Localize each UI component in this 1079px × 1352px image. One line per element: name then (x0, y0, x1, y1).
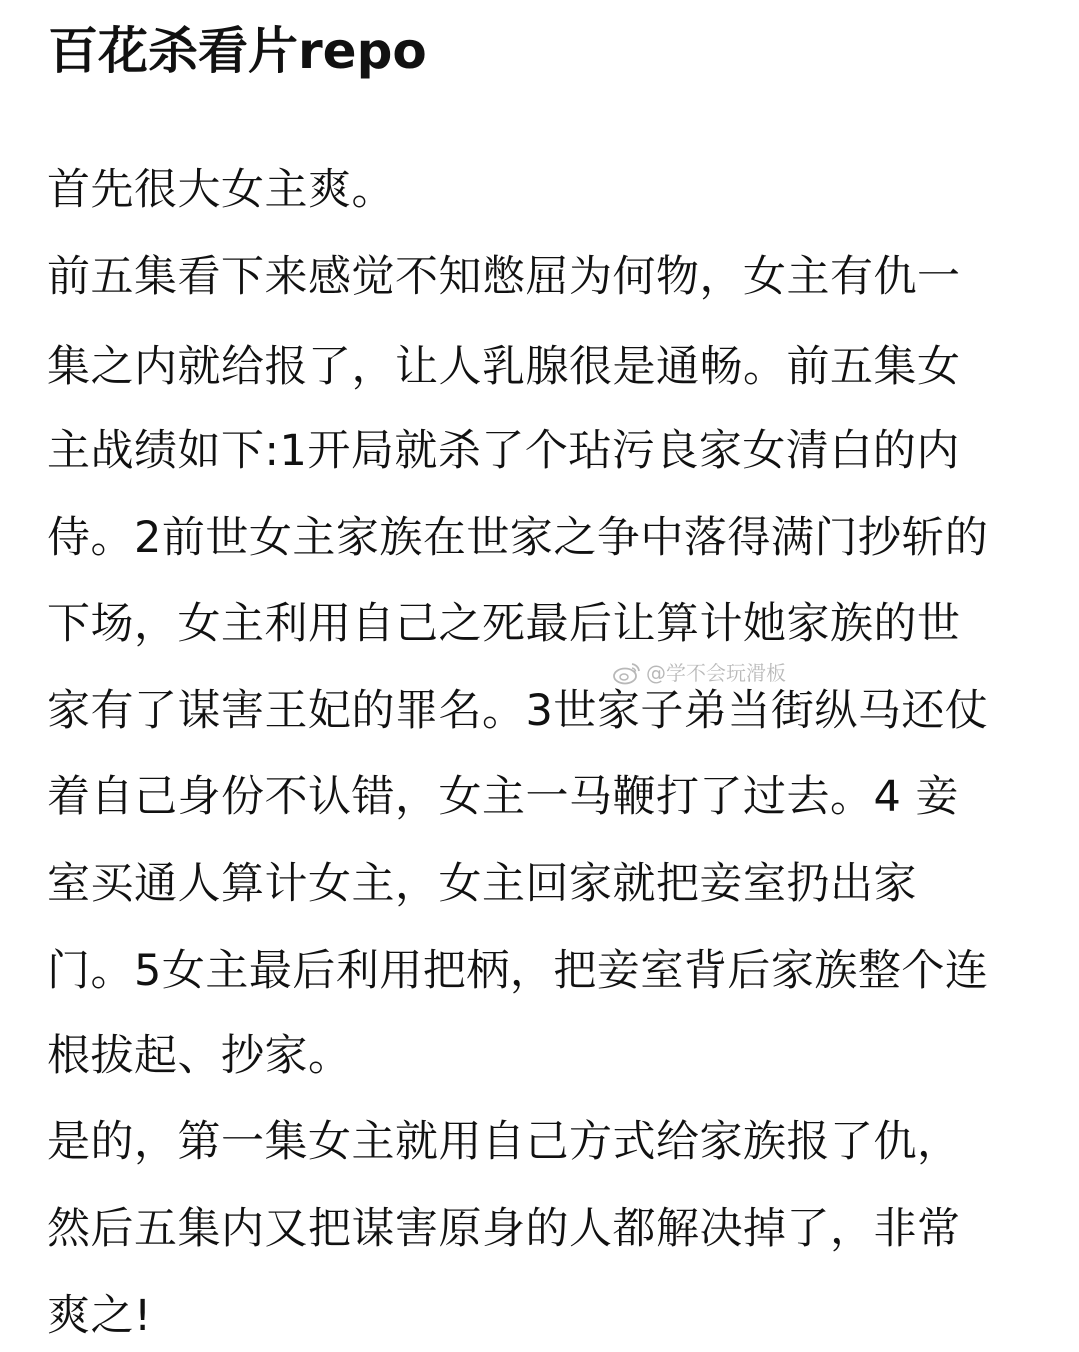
body-line: 着自己身份不认错，女主一马鞭打了过去。4 妾 (47, 772, 960, 822)
watermark-text: @学不会玩滑板 (646, 661, 786, 685)
weibo-watermark (612, 660, 786, 686)
body-line: 首先很大女主爽。 (47, 165, 395, 215)
body-line: 主战绩如下:1开局就杀了个玷污良家女清白的内 (47, 426, 960, 476)
body-line: 家有了谋害王妃的罪名。3世家子弟当街纵马还仗 (47, 686, 989, 736)
body-line: 然后五集内又把谋害原身的人都解决掉了，非常 (47, 1204, 961, 1254)
post-title: 百花杀看片repo (48, 22, 427, 80)
body-line: 前五集看下来感觉不知憋屈为何物，女主有仇一 (47, 252, 961, 302)
body-line: 门。5女主最后利用把柄，把妾室背后家族整个连 (47, 946, 989, 996)
body-line: 集之内就给报了，让人乳腺很是通畅。前五集女 (47, 342, 961, 392)
body-line: 根拔起、抄家。 (47, 1031, 352, 1081)
body-line: 室买通人算计女主，女主回家就把妾室扔出家 (47, 859, 917, 909)
weibo-icon (612, 661, 642, 685)
body-line: 下场，女主利用自己之死最后让算计她家族的世 (47, 599, 961, 649)
body-line: 是的，第一集女主就用自己方式给家族报了仇， (47, 1117, 961, 1167)
body-line: 侍。2前世女主家族在世家之争中落得满门抄斩的 (47, 513, 989, 563)
body-line: 爽之! (47, 1291, 152, 1341)
